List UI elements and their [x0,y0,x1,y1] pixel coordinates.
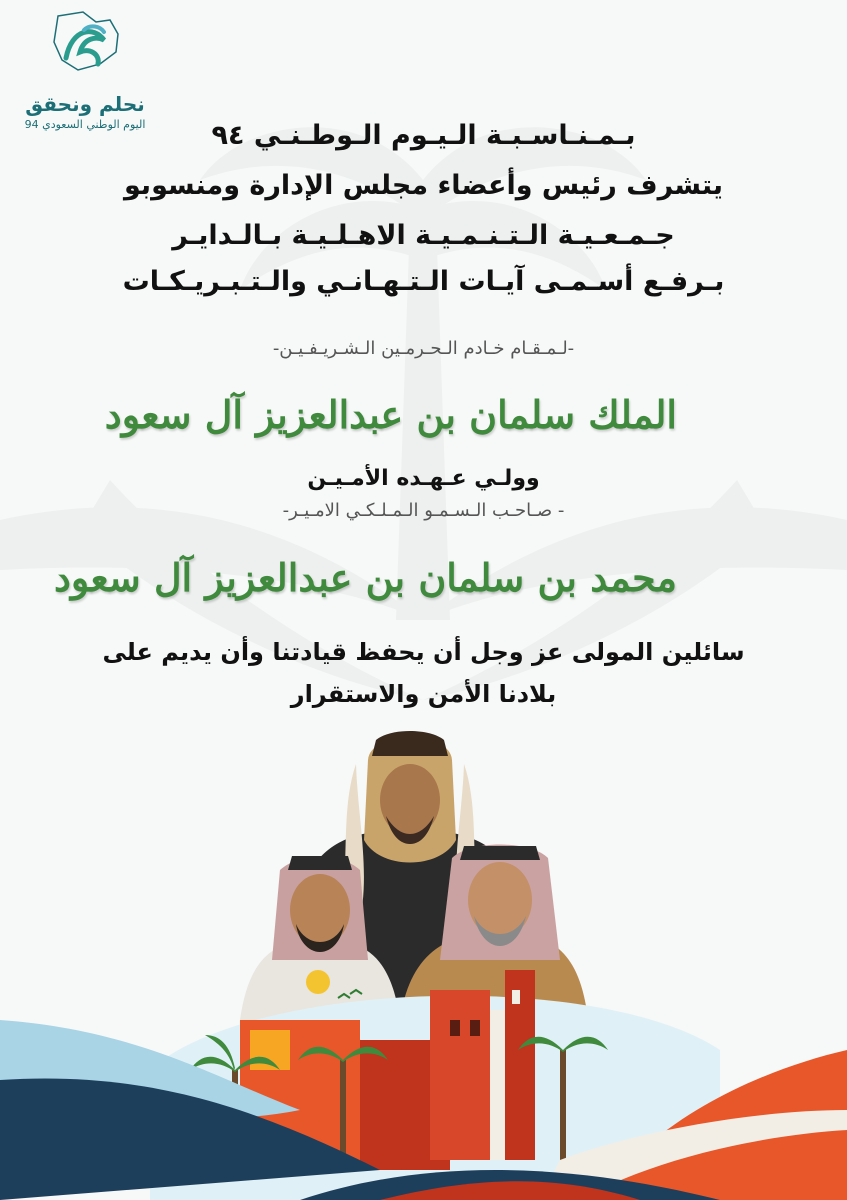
king-title: -لـمـقـام خـادم الـحـرمـين الـشـريـفـيـن- [272,338,575,359]
heading-line-1: بـمـنـاسـبـة الـيـوم الـوطـنـي ٩٤ [211,120,636,151]
prayer-line-2: بلادنا الأمن والاستقرار [290,680,557,708]
crown-prince-heading: وولـي عـهـده الأمـيـن [307,466,540,491]
crown-prince-title: - صـاحـب الـسـمـو الـمـلـكـي الامـيـر- [282,500,565,521]
prayer-line-1: سائلين المولى عز وجل أن يحفظ قيادتنا وأن يديم على [102,638,745,666]
logo-title: نحلم ونحقق [25,92,145,116]
heritage-landscape-illustration [0,960,847,1200]
heading-line-3: جـمـعـيـة الـتـنـمـيـة الاهـلـيـة بـالـدايـر [172,220,675,251]
sun-icon [306,970,330,994]
king-name-calligraphy: الملك سلمان بن عبدالعزيز آل سعود [104,392,677,437]
saudi-map-icon [38,8,133,78]
logo-subtitle: اليوم الوطني السعودي 94 [24,118,146,131]
heading-line-4: بـرفـع أسـمـى آيـات الـتـهـانـي والـتـبـريـكـات [122,266,725,297]
national-day-logo [10,8,160,131]
crown-prince-name-calligraphy: محمد بن سلمان بن عبدالعزيز آل سعود [53,555,677,600]
heading-line-2: يتشرف رئيس وأعضاء مجلس الإدارة ومنسوبو [124,170,723,201]
